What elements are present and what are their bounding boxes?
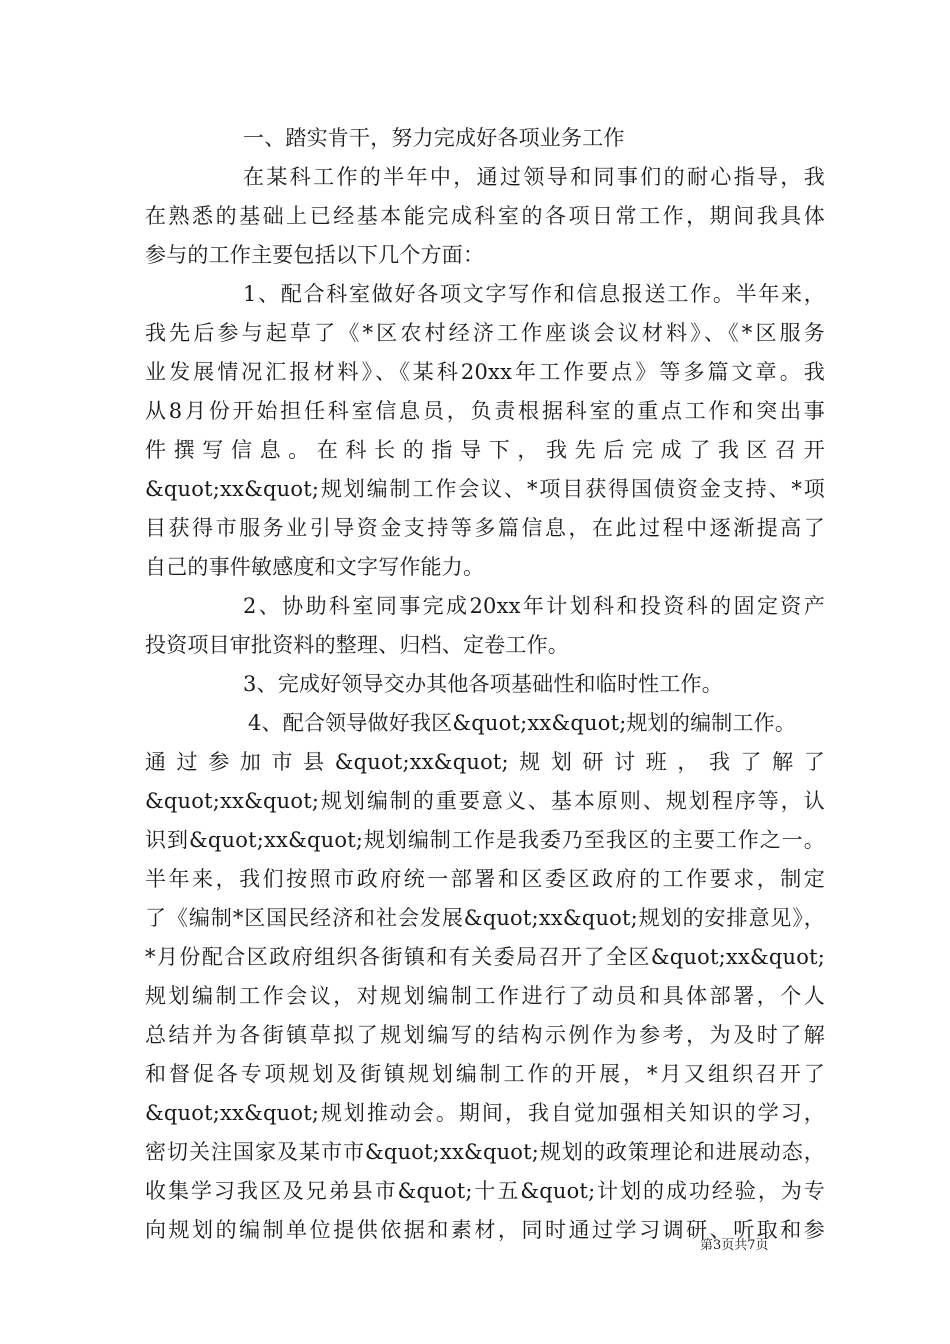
paragraph-line: 我先后参与起草了《*区农村经济工作座谈会议材料》、《*区服务 bbox=[145, 321, 825, 345]
paragraph-line: &quot;xx&quot;规划编制的重要意义、基本原则、规划程序等，认 bbox=[145, 789, 825, 813]
paragraph-line: 半年来，我们按照市政府统一部署和区委区政府的工作要求，制定 bbox=[145, 867, 825, 891]
paragraph-line: 规划编制工作会议，对规划编制工作进行了动员和具体部署，个人 bbox=[145, 984, 825, 1008]
paragraph-line: 收集学习我区及兄弟县市&quot;十五&quot;计划的成功经验，为专 bbox=[145, 1179, 825, 1203]
paragraph-line: 和督促各专项规划及街镇规划编制工作的开展，*月又组织召开了 bbox=[145, 1062, 825, 1086]
paragraph-line: 了《编制*区国民经济和社会发展&quot;xx&quot;规划的安排意见》， bbox=[145, 906, 825, 930]
paragraph-line: &quot;xx&quot;规划推动会。期间，我自觉加强相关知识的学习， bbox=[145, 1101, 825, 1125]
paragraph-line: 业发展情况汇报材料》、《某科20xx年工作要点》等多篇文章。我 bbox=[145, 360, 825, 384]
paragraph-line: 自己的事件敏感度和文字写作能力。 bbox=[145, 555, 485, 579]
paragraph-line: 密切关注国家及某市市&quot;xx&quot;规划的政策理论和进展动态， bbox=[145, 1140, 825, 1164]
paragraph-line: 2、协助科室同事完成20xx年计划科和投资科的固定资产 bbox=[243, 594, 825, 618]
paragraph-line: 总结并为各街镇草拟了规划编写的结构示例作为参考，为及时了解 bbox=[145, 1023, 825, 1047]
paragraph-line: 从8月份开始担任科室信息员，负责根据科室的重点工作和突出事 bbox=[145, 399, 825, 423]
paragraph-line: 参与的工作主要包括以下几个方面： bbox=[145, 243, 485, 267]
paragraph-line: 向规划的编制单位提供依据和素材，同时通过学习调研、听取和参 bbox=[145, 1218, 825, 1242]
paragraph-line: 4、配合领导做好我区&quot;xx&quot;规划的编制工作。 bbox=[248, 711, 797, 735]
paragraph-line: *月份配合区政府组织各街镇和有关委局召开了全区&quot;xx&quot; bbox=[145, 945, 825, 969]
paragraph-line: 识到&quot;xx&quot;规划编制工作是我委乃至我区的主要工作之一。 bbox=[145, 828, 825, 852]
paragraph-line: 目获得市服务业引导资金支持等多篇信息，在此过程中逐渐提高了 bbox=[145, 516, 825, 540]
paragraph-line: 在某科工作的半年中，通过领导和同事们的耐心指导，我 bbox=[243, 165, 825, 189]
page-number: 第3页共7页 bbox=[700, 1238, 769, 1253]
paragraph-line: 1、配合科室做好各项文字写作和信息报送工作。半年来， bbox=[243, 282, 825, 306]
section-heading: 一、踏实肯干，努力完成好各项业务工作 bbox=[243, 126, 625, 150]
paragraph-line: 3、完成好领导交办其他各项基础性和临时性工作。 bbox=[243, 672, 723, 696]
paragraph-line: 在熟悉的基础上已经基本能完成科室的各项日常工作，期间我具体 bbox=[145, 204, 825, 228]
paragraph-line: 件撰写信息。在科长的指导下，我先后完成了我区召开 bbox=[145, 438, 825, 462]
paragraph-line: &quot;xx&quot;规划编制工作会议、*项目获得国债资金支持、*项 bbox=[145, 477, 825, 501]
paragraph-line: 通过参加市县&quot;xx&quot;规划研讨班，我了解了 bbox=[145, 750, 825, 774]
paragraph-line: 投资项目审批资料的整理、归档、定卷工作。 bbox=[145, 633, 569, 657]
